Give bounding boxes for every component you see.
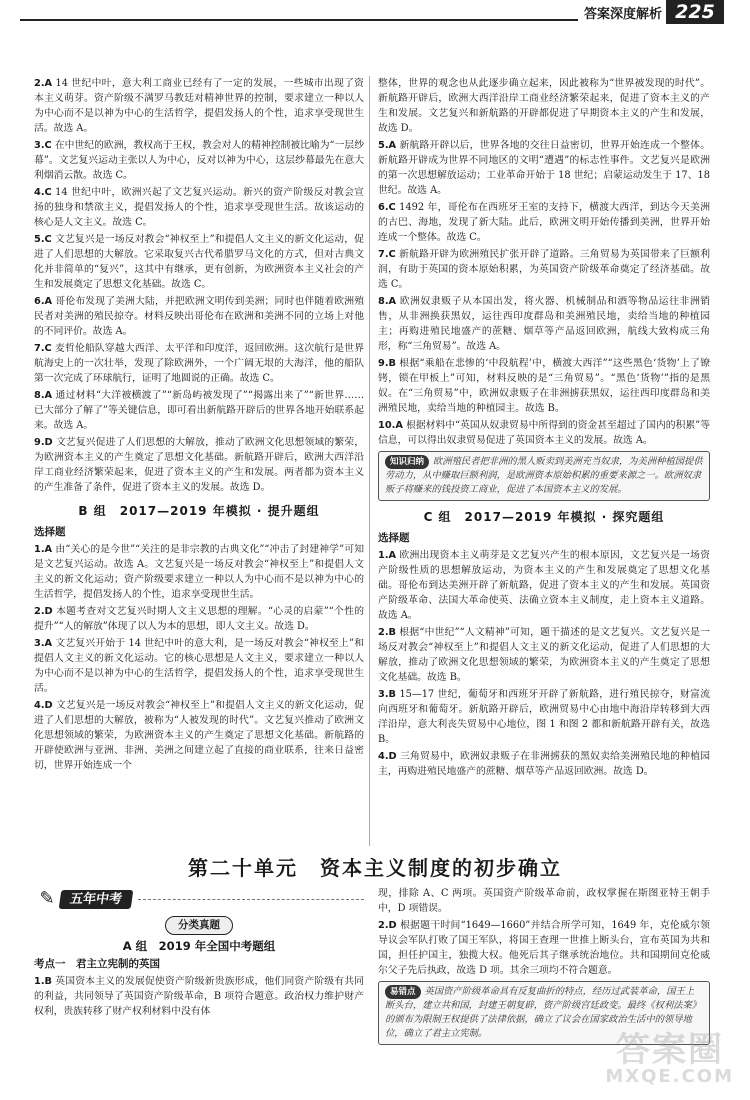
answer-number: 1.B bbox=[34, 976, 53, 987]
answer-item bbox=[34, 232, 364, 292]
answer-text: 三角贸易中，欧洲奴隶贩子在非洲掳获的黑奴卖给美洲殖民地的种植园主，再购进殖民地盛产的蔗糖、烟草等产品返回欧洲。故选 D。 bbox=[378, 751, 710, 777]
answer-number: 6.C bbox=[378, 202, 396, 213]
answer-number: 2.D bbox=[378, 920, 397, 931]
answer-text: 15—17 世纪，葡萄牙和西班牙开辟了新航路，进行殖民掠夺，财富流向西班牙和葡萄牙。新航路开辟后，欧洲贸易中心由地中海沿岸转移到大西洋沿岸，意大利丧失贸易中心地位，图 1 和图 2 都和新航路开辟有关，故选 B。 bbox=[378, 689, 710, 745]
watermark-line2: MXQE.COM bbox=[605, 1066, 734, 1087]
answer-item bbox=[34, 604, 364, 634]
category-tag bbox=[34, 916, 364, 935]
answer-number: 2.B bbox=[378, 627, 397, 638]
answer-text: 新航路开辟以后，世界各地的交往日益密切，世界开始连成一个整体。新航路开辟成为世界不同地区的文明“遭遇”的标志性事件。文艺复兴是欧洲的第一次思想解放运动；工业革命开始于 18 世纪；启蒙运动发生于 17、18 世纪。故选 A。 bbox=[378, 140, 710, 196]
header-rule bbox=[20, 19, 660, 21]
book-icon: ✎ bbox=[39, 888, 55, 909]
left-column bbox=[34, 76, 364, 775]
answer-number: 7.C bbox=[34, 343, 52, 354]
answer-item bbox=[378, 200, 710, 245]
answer-number: 5.A bbox=[378, 140, 397, 151]
tip2-text: 英国资产阶级革命具有反复曲折的特点，经历过武装革命，国王上断头台，建立共和国，封建王朝复辟，资产阶级宫廷政变。最终《权利法案》的颁布为限制王权提供了法律依据，确立了议会在国家政治生活中的领导地位，确立了君主立宪制。 bbox=[385, 986, 702, 1039]
answer-text: 14 世纪中叶，意大利工商业已经有了一定的发展，一些城市出现了资本主义萌芽。资产阶级不满罗马教廷对精神世界的控制，要求建立一种以人为中心而不是以神为中心的生活哲学，提倡发扬人的个性，追求享受现世生活。故选 A。 bbox=[34, 78, 364, 134]
group-c-title: C 组 2017—2019 年模拟 · 探究题组 bbox=[423, 510, 665, 524]
answer-text: 欧洲奴隶贩子从本国出发，将火器、机械制品和酒等物品运往非洲销售，从非洲换获黑奴，运往西印度群岛和美洲殖民地，卖给当地的种植园主；再购进殖民地盛产的蔗糖、烟草等产品返回欧洲，航线大致构成三角形，称“三角贸易”。故选 A。 bbox=[378, 296, 711, 352]
answer-item bbox=[34, 341, 364, 386]
answer-number: 8.A bbox=[378, 296, 397, 307]
column-divider bbox=[369, 76, 370, 846]
answer-number: 3.C bbox=[34, 140, 52, 151]
answer-text: 整体，世界的观念也从此逐步确立起来，因此被称为“世界被发现的时代”。新航路开辟后，欧洲大西洋沿岸工商业经济繁荣起来，促进了资本主义的产生和发展。文艺复兴和新航路的开辟都促进了早期资本主义的产生和发展，故选 D。 bbox=[378, 78, 710, 134]
group-b-answer-list bbox=[34, 542, 364, 773]
answer-text: 本题考查对文艺复兴时期人文主义思想的理解。“心灵的启蒙”“个性的提升”“人的解放”体现了以人为本的思想，即人文主义。故选 D。 bbox=[34, 606, 364, 632]
answer-text: 哥伦布发现了美洲大陆，并把欧洲文明传到美洲；同时也伴随着欧洲殖民者对美洲的殖民掠夺。材料反映出哥伦布在欧洲和美洲不同的立场上对他的不同评价。故选 A。 bbox=[34, 296, 364, 337]
answer-text: 根据题干时间“1649—1660”并结合所学可知，1649 年，克伦威尔领导议会军队打败了国王军队，将国王查理一世推上断头台，宣布英国为共和国，担任护国主，独揽大权。他死后其子继承统治地位。共和国期间克伦威尔父子先后执政，故选 D 项。其余三项均不符合题意。 bbox=[378, 920, 710, 976]
answer-item bbox=[34, 542, 364, 602]
answer-number: 5.C bbox=[34, 234, 52, 245]
answer-text: 麦哲伦船队穿越大西洋、太平洋和印度洋，返回欧洲。这次航行是世界航海史上的一次壮举，发现了除欧洲外，一个广阔无垠的大海洋，他的船队第一次完成了环球航行，证明了地圆说的正确。故选 C。 bbox=[34, 343, 364, 384]
answer-item bbox=[378, 247, 710, 292]
kaodian-heading: 考点一 君主立宪制的英国 bbox=[34, 958, 160, 970]
answer-item bbox=[378, 356, 710, 416]
answer-item bbox=[378, 749, 710, 779]
answer-number: 6.A bbox=[34, 296, 53, 307]
answer-text: 1492 年，哥伦布在西班牙王室的支持下，横渡大西洋，到达今天美洲的古巴、海地，发现了新大陆。此后，欧洲文明开始传播到美洲，世界开始连成一个整体。故选 C。 bbox=[378, 202, 710, 243]
five-year-answer-list bbox=[34, 974, 364, 1019]
group-c-answer-list bbox=[378, 548, 710, 779]
answer-text: 14 世纪中叶，欧洲兴起了文艺复兴运动。新兴的资产阶级反对教会宣扬的独身和禁欲主义，提倡发扬人的个性，追求享受现世生活。故该运动的核心是人文主义。故选 C。 bbox=[34, 187, 364, 228]
answer-number: 4.C bbox=[34, 187, 52, 198]
watermark-logo bbox=[600, 1022, 740, 1092]
answer-number: 2.A bbox=[34, 78, 53, 89]
answer-item bbox=[34, 294, 364, 339]
answer-number: 7.C bbox=[378, 249, 396, 260]
answer-number: 9.B bbox=[378, 358, 397, 369]
group-c-section-label: 选择题 bbox=[378, 532, 410, 544]
answer-text: 根据“乘船在悲惨的‘中段航程’中，横渡大西洋”“这些黑色‘货物’上了镣铐，锁在甲板上”可知，材料反映的是“三角贸易”。“黑色‘货物’”指的是黑奴。在“三角贸易”中，欧洲奴隶贩子在非洲掳获黑奴，运往西印度群岛和美洲殖民地，卖给当地的种植园主。故选 B。 bbox=[378, 358, 710, 414]
header-title: 答案深度解析 bbox=[578, 3, 662, 22]
answer-item bbox=[34, 138, 364, 183]
group-a-title: A 组 2019 年全国中考题组 bbox=[122, 939, 276, 953]
page-number: 225 bbox=[666, 0, 724, 24]
five-year-banner bbox=[34, 886, 364, 912]
answer-text: 文艺复兴开始于 14 世纪中叶的意大利，是一场反对教会“神权至上”和提倡人文主义的新文化运动。它的核心思想是人文主义，要求建立一种以人为中心而不是以神为中心的生活哲学，提倡发扬人的个性，追求享受现世生活。 bbox=[34, 638, 364, 694]
answer-text: 欧洲出现资本主义萌芽是文艺复兴产生的根本原因，文艺复兴是一场资产阶级性质的思想解放运动，为资本主义的产生和发展奠定了思想文化基础。哥伦布到达美洲开辟了新航路，促进了资本主义的产生和发展。英国资产阶级革命、法国大革命使英、法确立资本主义制度，走上资本主义道路。故选 A。 bbox=[378, 550, 710, 621]
answer-item bbox=[378, 294, 710, 354]
category-tag-text: 分类真题 bbox=[165, 916, 233, 935]
answer-item bbox=[378, 918, 710, 978]
five-year-banner-text: 五年中考 bbox=[59, 890, 134, 909]
answer-item bbox=[34, 435, 364, 495]
left-answer-list bbox=[34, 76, 364, 495]
right-column bbox=[378, 76, 710, 781]
group-b-section-label: 选择题 bbox=[34, 526, 66, 538]
answer-text: 文艺复兴是一场反对教会“神权至上”和提倡人文主义的新文化运动，促进了人们思想的大解放，被称为“人被发现的时代”。文艺复兴推动了欧洲文化思想领域的繁荣，为欧洲资本主义的产生奠定了思想文化基础。新航路的开辟使欧洲与亚洲、非洲、美洲之间建立起了直接的商业联系，往来日益密切，世界开始连成一个 bbox=[34, 700, 364, 771]
answer-number: 2.D bbox=[34, 606, 53, 617]
answer-item bbox=[378, 625, 710, 685]
answer-number: 1.A bbox=[34, 544, 53, 555]
knowledge-tip bbox=[378, 451, 710, 501]
answer-text: 根据材料中“英国从奴隶贸易中所得到的资金甚至超过了国内的积累”等信息，可以得出奴隶贸易促进了英国资本主义的发展。故选 A。 bbox=[378, 420, 710, 446]
answer-item bbox=[378, 418, 710, 448]
answer-text: 由“关心的是今世”“关注的是非宗教的古典文化”“冲击了封建神学”可知是文艺复兴运动。故选 A。文艺复兴是一场反对教会“神权至上”和提倡人文主义的新文化运动；资产阶级要求建立一种以人为中心而不是以神为中心的生活哲学，提倡发扬人的个性，追求享受现世生活。 bbox=[34, 544, 364, 600]
answer-text: 英国资本主义的发展促使资产阶级新贵族形成，他们同资产阶级有共同的利益，共同领导了英国资产阶级革命，B 项符合题意。政治权力维护财产权利，贵族转移了财产权利材料中没有体 bbox=[34, 976, 364, 1017]
answer-number: 3.B bbox=[378, 689, 397, 700]
right-answer-list bbox=[378, 76, 710, 448]
answer-text: 根据“中世纪”“人文精神”可知，题干描述的是文艺复兴。文艺复兴是一场反对教会“神权至上”和提倡人文主义的新文化运动，促进了人们思想的大解放，推动了欧洲文化思想领域的繁荣，为欧洲资本主义的产生奠定了思想文化基础。故选 B。 bbox=[378, 627, 710, 683]
answer-item bbox=[34, 388, 364, 433]
five-year-section bbox=[34, 886, 364, 1021]
answer-text: 通过材料“大洋被横渡了”“新岛屿被发现了”“揭露出来了”“新世界……已大部分了解了”等关键信息，即可看出新航路开辟后的世界各地开始联系起来。故选 A。 bbox=[34, 390, 364, 431]
answer-text: 文艺复兴是一场反对教会“神权至上”和提倡人文主义的新文化运动，促进了人们思想的大解放。它采取复兴古代希腊罗马文化的方式，但对古典文化并非简单的“复兴”，这其中有继承，更有创新，为欧洲资本主义社会的产生和发展奠定了思想文化基础。故选 C。 bbox=[34, 234, 364, 290]
answer-text: 新航路开辟为欧洲殖民扩张开辟了道路。三角贸易为英国带来了巨额利润，有助于英国的资本原始积累，为英国资产阶级革命奠定了经济基础。故选 C。 bbox=[378, 249, 710, 290]
unit-title: 第二十单元 资本主义制度的初步确立 bbox=[188, 856, 562, 880]
answer-text: 现，排除 A、C 两项。英国资产阶级革命前，政权掌握在斯图亚特王朝手中，D 项错误。 bbox=[378, 888, 710, 914]
answer-number: 9.D bbox=[34, 437, 53, 448]
tip-text: 欧洲殖民者把非洲的黑人贩卖到美洲充当奴隶，为美洲种植园提供劳动力，从中赚取巨额利润，是欧洲资本原始积累的重要来源之一。欧洲奴隶贩子将赚来的钱投资工商业，促进了本国资本主义的发展。 bbox=[385, 456, 703, 495]
answer-number: 10.A bbox=[378, 420, 403, 431]
answer-item bbox=[378, 138, 710, 198]
answer-item bbox=[34, 76, 364, 136]
answer-number: 4.D bbox=[378, 751, 397, 762]
answer-number: 8.A bbox=[34, 390, 53, 401]
watermark-line1: 答案圈 bbox=[616, 1030, 724, 1070]
answer-item bbox=[378, 76, 710, 136]
answer-number: 4.D bbox=[34, 700, 53, 711]
answer-item bbox=[378, 548, 710, 623]
answer-text: 文艺复兴促进了人们思想的大解放，推动了欧洲文化思想领域的繁荣，为欧洲资本主义的产生奠定了思想文化基础。新航路开辟后，欧洲大西洋沿岸工商业经济繁荣起来，促进了资本主义的产生和发展。两者都为资本主义的产生准备了条件，促进了资本主义的发展。故选 D。 bbox=[34, 437, 364, 493]
tip2-tag: 易错点 bbox=[385, 985, 421, 999]
answer-item bbox=[34, 698, 364, 773]
page-header bbox=[0, 0, 750, 26]
answer-number: 1.A bbox=[378, 550, 397, 561]
answer-number: 3.A bbox=[34, 638, 53, 649]
answer-item bbox=[34, 185, 364, 230]
bottom-right-answer-list bbox=[378, 886, 710, 978]
answer-text: 在中世纪的欧洲，教权高于王权，教会对人的精神控制被比喻为“一层纱幕”。文艺复兴运动主张以人为中心，反对以神为中心，这层纱幕最先在意大利烟消云散。故选 C。 bbox=[34, 140, 364, 181]
answer-item bbox=[34, 636, 364, 696]
answer-item bbox=[34, 974, 364, 1019]
tip-tag: 知识归纳 bbox=[385, 455, 429, 469]
group-b-title: B 组 2017—2019 年模拟 · 提升题组 bbox=[78, 504, 320, 518]
banner-rule bbox=[138, 899, 364, 900]
answer-item bbox=[378, 687, 710, 747]
answer-item bbox=[378, 886, 710, 916]
